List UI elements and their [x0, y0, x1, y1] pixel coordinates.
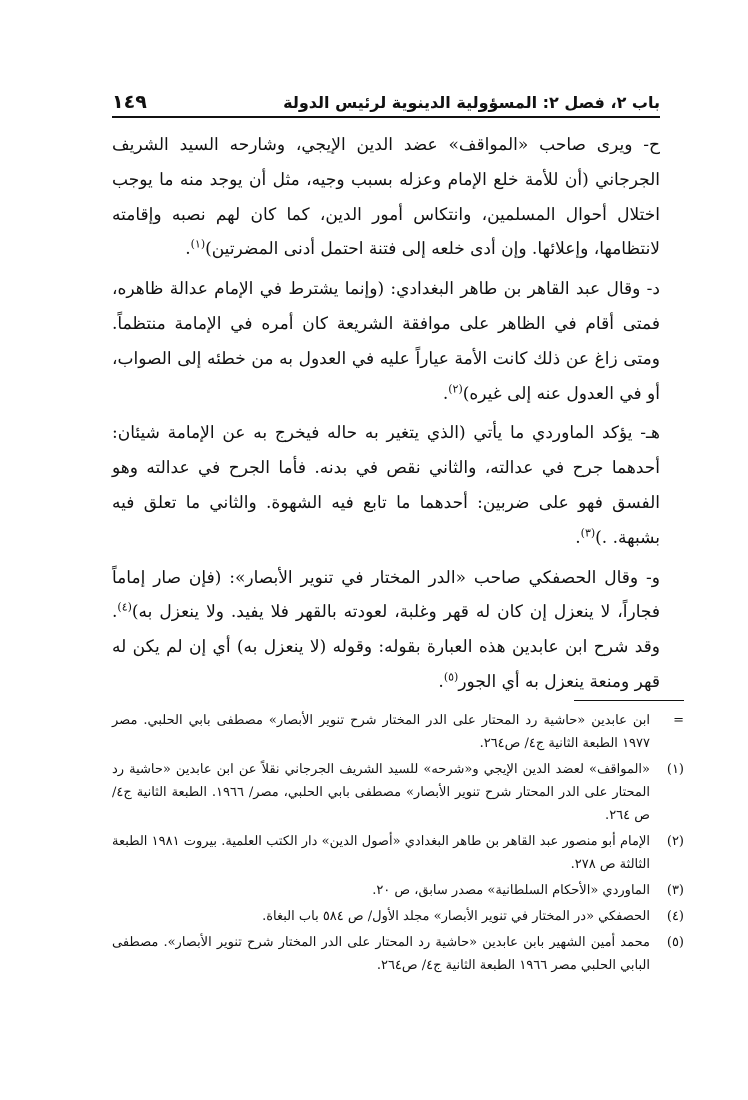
paragraph-text: هـ- يؤكد الماوردي ما يأتي (الذي يتغير به حاله فيخرج به عن الإمامة شيئان: أحدهما جرح في عدالته، والثاني نقص في بدنه. فأما الجرح في عدالته وهو الفسق فهو على ضربين: أحدهما ما تابع فيه الشهوة. والثاني ما تعلق فيه بشبهة. .) — [112, 423, 660, 548]
footnote-ref-1: (١) — [190, 237, 206, 251]
footnote-mark: (٥) — [666, 935, 684, 950]
footnote-mark: (٤) — [666, 909, 684, 924]
footnote-5 — [112, 931, 684, 977]
paragraph-text: د- وقال عبد القاهر بن طاهر البغدادي: (وإنما يشترط في الإمام عدالة ظاهره، فمتى أقام في الظاهر على موافقة الشريعة كان أمره في الإمامة منتظماً. ومتى زاغ عن ذلك كانت الأمة عياراً عليه في العدول به من خطئه إلى الصواب، أو في العدول عنه إلى غيره) — [112, 279, 660, 404]
running-header — [112, 84, 660, 118]
footnotes-section — [112, 700, 684, 980]
footnote-3 — [112, 879, 684, 902]
paragraph-text: . وقد شرح ابن عابدين هذه العبارة بقوله: وقوله (لا ينعزل به) أي إن لم يكن له قهر ومنعة ينعزل به أي الجور — [112, 602, 660, 692]
footnote-ref-4: (٤) — [117, 600, 132, 614]
paragraph-end: . — [185, 239, 191, 260]
footnote-2 — [112, 830, 684, 876]
footnote-ref-3: (٣) — [580, 526, 596, 540]
footnote-text: الحصفكي «در المختار في تنوير الأبصار» مجلد الأول/ ص ٥٨٤ باب البغاة. — [262, 909, 650, 924]
paragraph-waw — [112, 561, 660, 700]
footnote-mark: (١) — [666, 762, 684, 777]
paragraph-text: و- وقال الحصفكي صاحب «الدر المختار في تنوير الأبصار»: (فإن صار إماماً فجاراً، لا ينعزل إن كان له قهر وغلبة، لعودته بالقهر فلا يفيد. ولا ينعزل به) — [112, 567, 660, 623]
footnote-mark: (٣) — [666, 883, 684, 898]
paragraph-end: . — [575, 527, 581, 548]
paragraph-text: ح- ويرى صاحب «المواقف» عضد الدين الإيجي، وشارحه السيد الشريف الجرجاني (أن للأمة خلع الإمام وعزله بسبب وجيه، مثل أن يوجد منه ما يوجب اختلال أحوال المسلمين، وانتكاس أمور الدين، كما كان لهم نصبه وإقامته لانتظامها، وإعلائها. وإن أدى خلعه إلى فتنة احتمل أدنى المضرتين) — [112, 135, 660, 260]
paragraph-ha — [112, 128, 660, 267]
paragraph-dal — [112, 272, 660, 411]
main-text — [112, 128, 660, 705]
footnote-ref-2: (٢) — [448, 381, 463, 395]
footnote-text: الماوردي «الأحكام السلطانية» مصدر سابق، ص ٢٠. — [372, 883, 650, 898]
footnote-4 — [112, 905, 684, 928]
footnote-text: الإمام أبو منصور عبد القاهر بن طاهر البغدادي «أصول الدين» دار الكتب العلمية. بيروت ١٩٨١ الطبعة الثالثة ص ٢٧٨. — [112, 834, 650, 872]
footnote-mark: (٢) — [666, 834, 684, 849]
paragraph-ha2 — [112, 416, 660, 555]
chapter-title: باب ٢، فصل ٢: المسؤولية الدينوية لرئيس الدولة — [283, 93, 660, 112]
footnote-continued — [112, 709, 684, 755]
page-number: ١٤٩ — [112, 91, 147, 113]
footnote-separator — [574, 700, 684, 701]
footnote-text: محمد أمين الشهير بابن عابدين «حاشية رد المحتار على الدر المختار شرح تنوير الأبصار». مصطفى البابي الحلبي مصر ١٩٦٦ الطبعة الثانية ج٤/ ص٢٦٤. — [112, 935, 650, 973]
footnote-mark: = — [673, 713, 684, 728]
paragraph-end: . — [438, 671, 444, 692]
paragraph-end: . — [442, 383, 449, 404]
footnote-ref-5: (٥) — [443, 670, 459, 684]
footnote-text: ابن عابدين «حاشية رد المحتار على الدر المختار شرح تنوير الأبصار» مصطفى بابي الحلبي. مصر ١٩٧٧ الطبعة الثانية ج٤/ ص٢٦٤. — [112, 713, 650, 751]
footnote-text: «المواقف» لعضد الدين الإيجي و«شرحه» للسيد الشريف الجرجاني نقلاً عن ابن عابدين «حاشية رد المحتار على الدر المحتار شرح تنوير الأبصار» مصطفى بابي الحلبي، مصر/ ١٩٦٦. الطبعة الثانية ج٤/ ص ٢٦٤. — [112, 762, 650, 823]
footnote-1 — [112, 758, 684, 827]
